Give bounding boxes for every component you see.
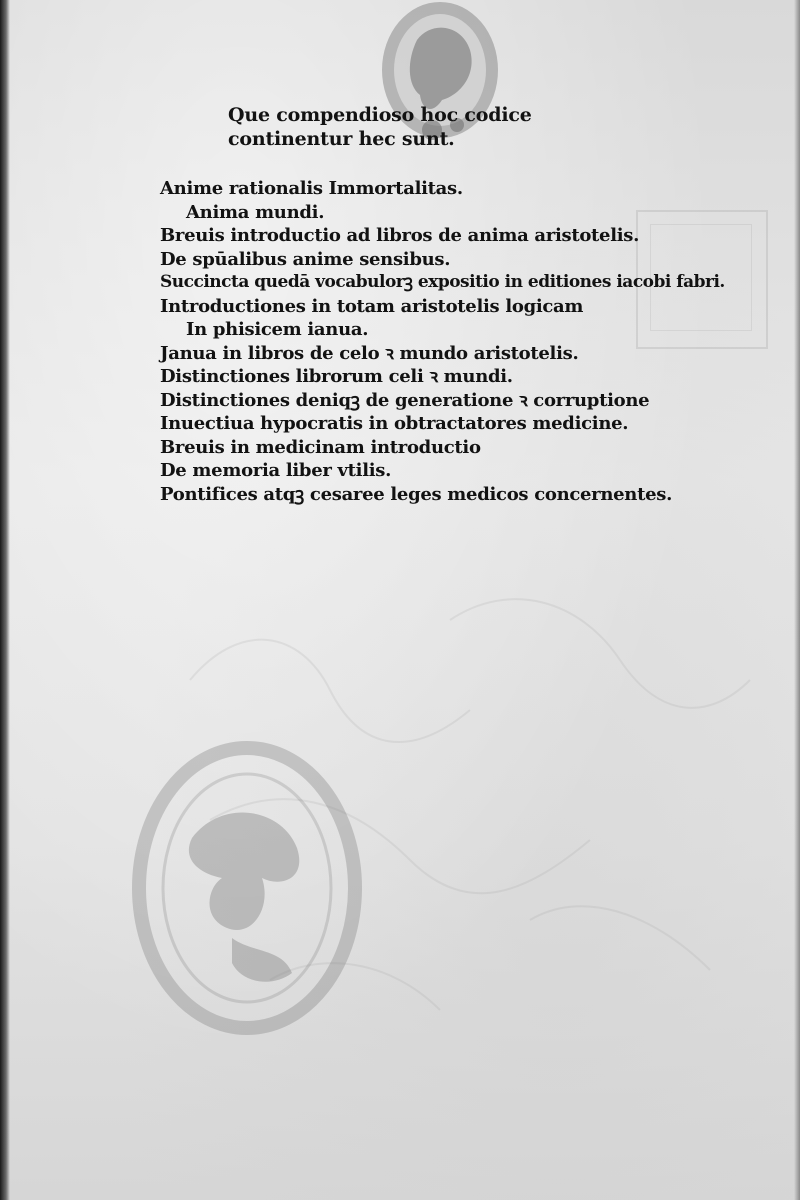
oval-seal-icon <box>132 738 362 1038</box>
contents-item: Introductiones in totam aristotelis logicam <box>160 295 584 317</box>
contents-item: Inuectiua hypocratis in obtractatores medicine. <box>160 413 629 434</box>
contents-item: Distinctiones librorum celi ꝛ mundi. <box>160 366 513 387</box>
contents-item: Anime rationalis Immortalitas. <box>160 178 463 199</box>
contents-item: Succincta quedā vocabulorꝫ expositio in editiones iacobi fabri. <box>160 272 725 292</box>
heading-line-1: Que compendioso hoc codice <box>228 104 532 126</box>
contents-item: Janua in libros de celo ꝛ mundo aristotelis. <box>160 342 579 364</box>
page-edge <box>794 0 800 1200</box>
contents-item: De memoria liber vtilis. <box>160 460 392 481</box>
contents-item: De spūalibus anime sensibus. <box>160 248 451 270</box>
contents-item: Breuis in medicinam introductio <box>160 436 481 458</box>
binding-shadow <box>0 0 10 1200</box>
contents-item: Anima mundi. <box>186 201 325 223</box>
contents-item: Pontifices atqꝫ cesaree leges medicos concernentes. <box>160 483 673 505</box>
contents-item: Breuis introductio ad libros de anima aristotelis. <box>160 225 640 246</box>
contents-item: In phisicem ianua. <box>186 319 369 340</box>
page-heading <box>228 103 532 151</box>
contents-list <box>160 177 725 506</box>
heading-line-2: continentur hec sunt. <box>228 128 455 150</box>
contents-item: Distinctiones deniqꝫ de generatione ꝛ corruptione <box>160 389 650 411</box>
